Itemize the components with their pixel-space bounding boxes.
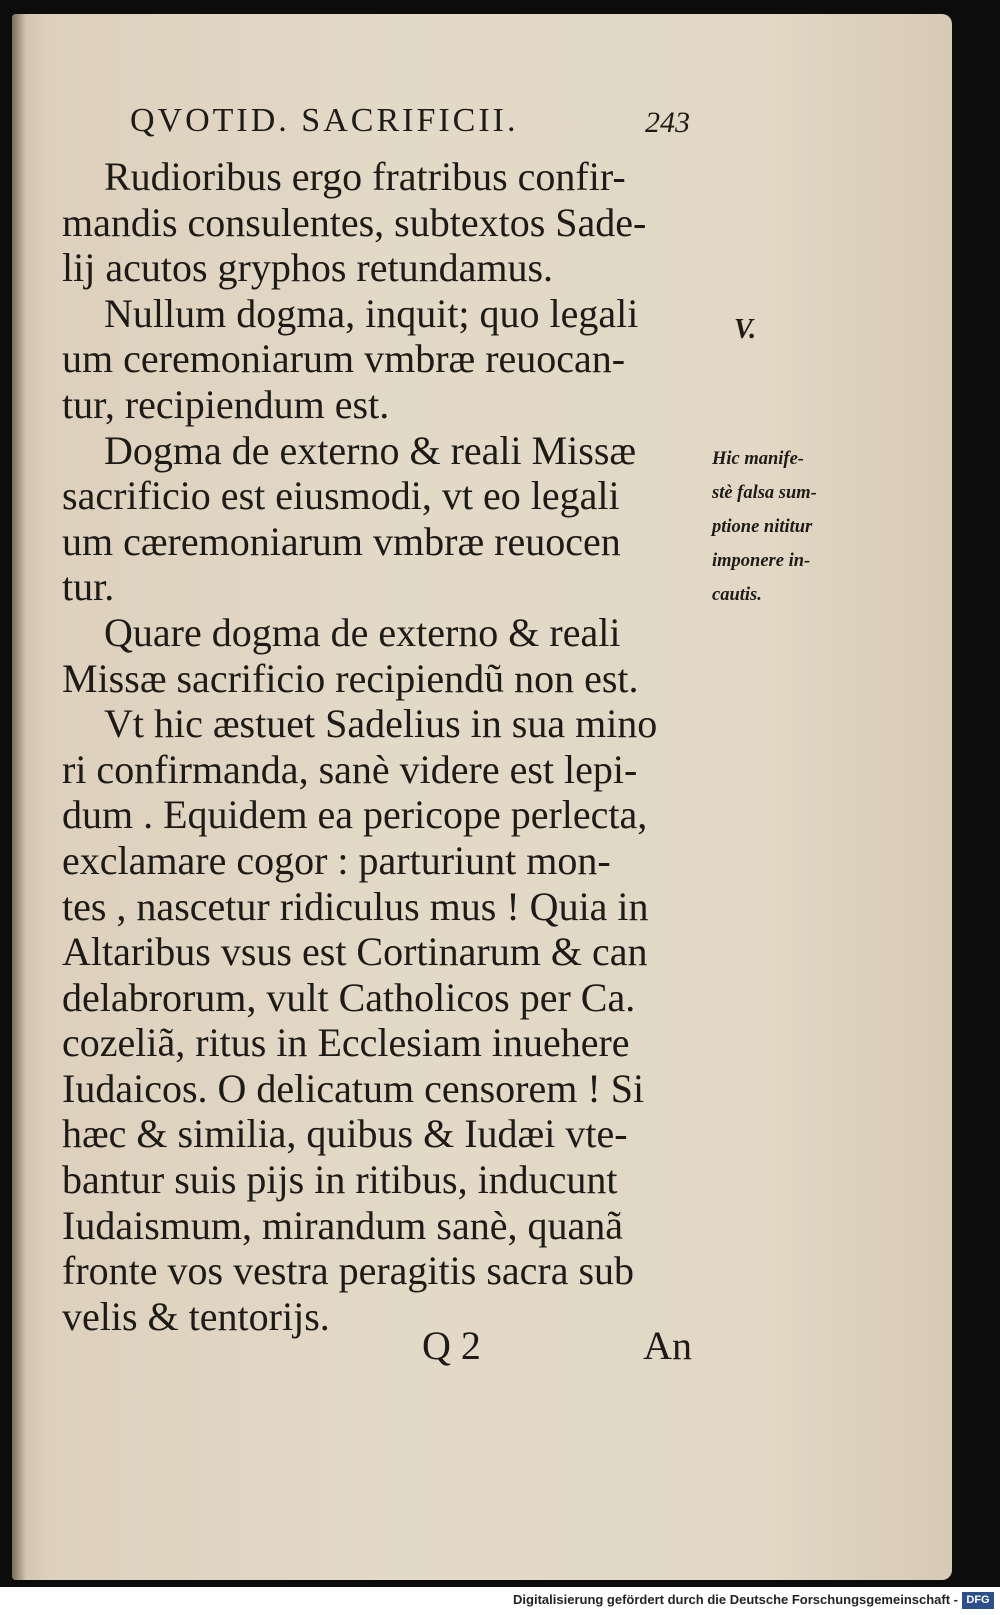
credit-text: Digitalisierung gefördert durch die Deutsche Forschungsgemeinschaft -	[513, 1592, 958, 1607]
text-line: Iudaismum, mirandum sanè, quanã	[62, 1202, 623, 1248]
text-line: velis & tentorijs.	[62, 1293, 330, 1339]
page-header	[130, 102, 690, 152]
running-head: QVOTID. SACRIFICII.	[130, 102, 519, 139]
margin-note-line: cautis.	[712, 585, 762, 605]
text-line: Vt hic æstuet Sadelius in sua mino	[104, 701, 658, 747]
text-line: um cæremoniarum vmbræ reuocen	[62, 518, 621, 564]
text-line: lij acutos gryphos retundamus.	[62, 245, 554, 291]
text-line: Missæ sacrificio recipiendũ non est.	[62, 655, 639, 701]
page-number: 243	[645, 106, 690, 139]
text-line: ri confirmanda, sanè videre est lepi-	[62, 746, 638, 792]
page-footer	[392, 1322, 712, 1372]
dfg-logo: DFG	[962, 1592, 994, 1609]
text-line: tur, recipiendum est.	[62, 381, 390, 427]
margin-note-line: stè falsa sum-	[712, 483, 817, 503]
text-line: Iudaicos. O delicatum censorem ! Si	[62, 1065, 645, 1111]
signature-mark: Q 2	[422, 1323, 481, 1368]
text-line: tes , nascetur ridiculus mus ! Quia in	[62, 883, 649, 929]
text-line: Altaribus vsus est Cortinarum & can	[62, 929, 648, 975]
text-line: exclamare cogor : parturiunt mon-	[62, 837, 611, 883]
text-line: um ceremoniarum vmbræ reuocan-	[62, 336, 626, 382]
text-line: tur.	[62, 564, 115, 610]
text-line: hæc & similia, quibus & Iudæi vte-	[62, 1111, 628, 1157]
margin-numeral: V.	[734, 314, 757, 345]
margin-note-line: ptione nititur	[712, 517, 813, 537]
margin-note-hic	[712, 442, 817, 612]
book-page	[12, 14, 952, 1580]
text-line: dum . Equidem ea pericope perlecta,	[62, 792, 648, 838]
margin-note-line: imponere in-	[712, 551, 811, 571]
margin-note-line: Hic manife-	[712, 449, 804, 469]
text-line: bantur suis pijs in ritibus, inducunt	[62, 1157, 618, 1203]
body-text	[62, 154, 712, 1339]
text-line: mandis consulentes, subtextos Sade-	[62, 199, 647, 245]
text-line: sacrificio est eiusmodi, vt eo legali	[62, 473, 620, 519]
text-line: delabrorum, vult Catholicos per Ca.	[62, 974, 636, 1020]
text-line: fronte vos vestra peragitis sacra sub	[62, 1248, 635, 1294]
credit-bar	[0, 1587, 1000, 1615]
text-line: Rudioribus ergo fratribus confir-	[104, 154, 626, 199]
catchword: An	[643, 1323, 692, 1368]
text-line: cozeliã, ritus in Ecclesiam inuehere	[62, 1020, 630, 1066]
text-line: Nullum dogma, inquit; quo legali	[104, 290, 639, 336]
text-line: Dogma de externo & reali Missæ	[104, 427, 637, 473]
text-line: Quare dogma de externo & reali	[104, 609, 621, 655]
